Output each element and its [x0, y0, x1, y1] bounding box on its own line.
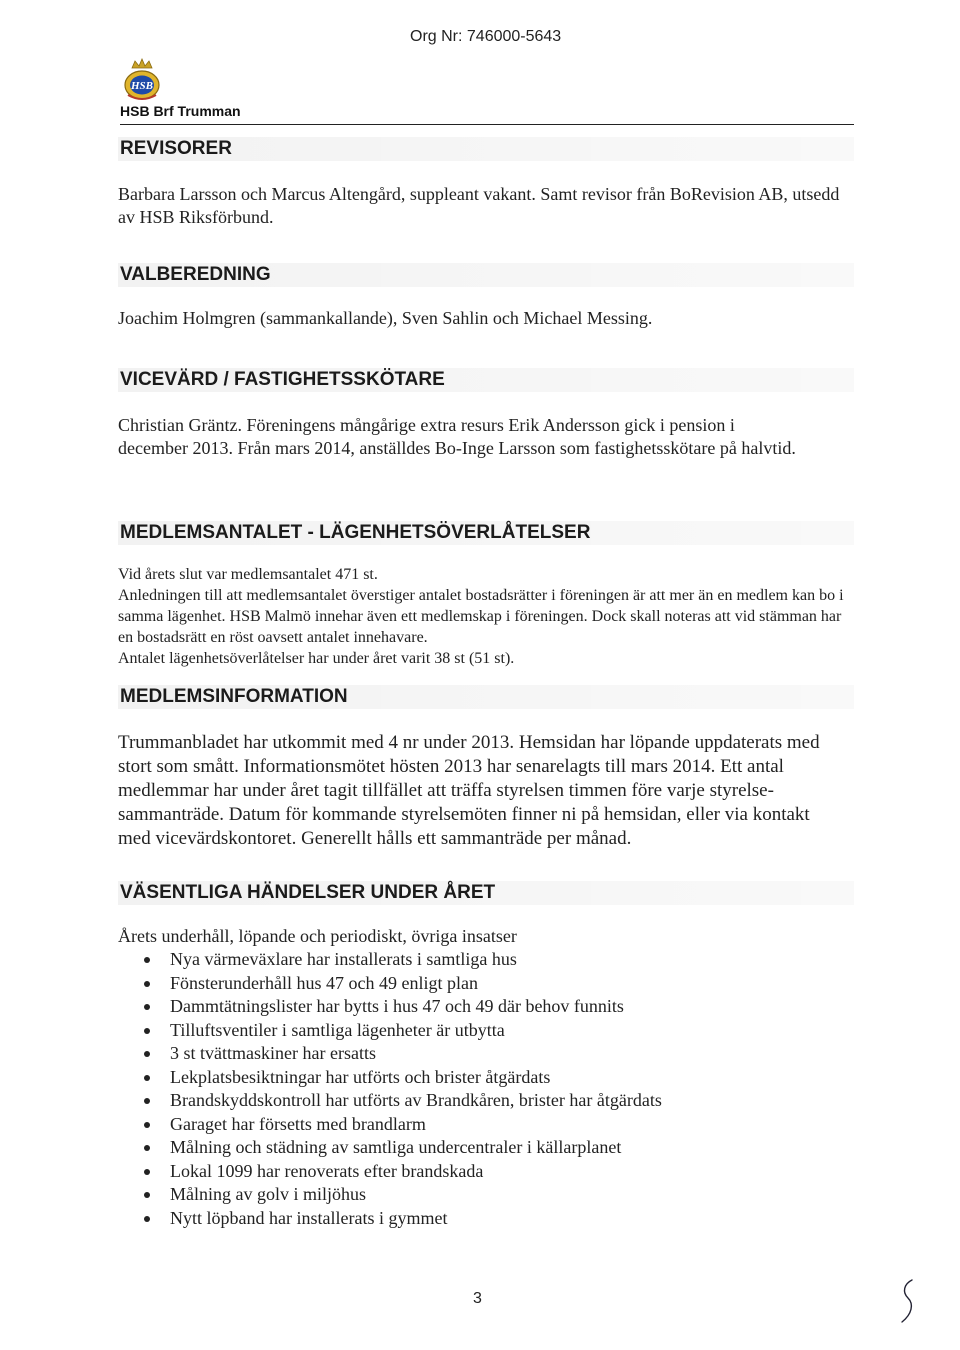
hsb-logo	[118, 58, 166, 102]
list-item	[118, 1113, 662, 1137]
svg-text:HSB: HSB	[130, 80, 154, 92]
list-item-text: Fönsterunderhåll hus 47 och 49 enligt plan	[170, 972, 478, 993]
page-number: 3	[473, 1290, 482, 1307]
list-item	[118, 1066, 662, 1090]
list-item-text: Dammtätningslister har bytts i hus 47 och 49 där behov funnits	[170, 996, 624, 1016]
bullet-icon	[144, 1051, 150, 1057]
bullet-icon	[144, 1145, 150, 1151]
vicevard-text: Christian Gräntz. Föreningens mångårige extra resurs Erik Andersson gick i pension i december 2013. Från mars 2014, anställdes Bo-Inge Larsson som fastighetsskötare på halvtid.	[118, 415, 796, 458]
list-item	[118, 995, 662, 1019]
header-divider	[120, 124, 854, 125]
heading-vicevard: VICEVÄRD / FASTIGHETSSKÖTARE	[118, 368, 854, 392]
list-item	[118, 948, 662, 972]
bullet-icon	[144, 1004, 150, 1010]
list-item	[118, 1160, 662, 1184]
revisorer-text: Barbara Larsson och Marcus Altengård, suppleant vakant. Samt revisor från BoRevision AB, utsedd av HSB Riksförbund.	[118, 184, 840, 227]
medlemsinformation-text: Trummanbladet har utkommit med 4 nr under 2013. Hemsidan har löpande uppdaterats med stort som smått. Informationsmötet hösten 2013 har senarelagts till mars 2014. Ett antal medlemmar har under året tagit tillfället att träffa styrelsen timmen före varje styrelse-sammanträde. Datum för kommande styrelsemöten finner ni på hemsidan, eller via kontakt med vicevärdskontoret. Generellt hålls ett sammanträde per månad.	[118, 732, 820, 849]
bullet-icon	[144, 981, 150, 987]
association-name: HSB Brf Trumman	[120, 103, 241, 119]
medlemsantalet-line-3: Antalet lägenhetsöverlåtelser har under året varit 38 st (51 st).	[118, 650, 515, 667]
list-item	[118, 1089, 662, 1113]
heading-vasentliga: VÄSENTLIGA HÄNDELSER UNDER ÅRET	[118, 881, 854, 905]
heading-revisorer: REVISORER	[118, 137, 854, 161]
event-list	[118, 948, 662, 1230]
bullet-icon	[144, 1028, 150, 1034]
list-item	[118, 1019, 662, 1043]
heading-medlemsinformation: MEDLEMSINFORMATION	[118, 685, 854, 709]
vasentliga-intro: Årets underhåll, löpande och periodiskt, övriga insatser	[118, 926, 517, 946]
list-item-text: 3 st tvättmaskiner har ersatts	[170, 1043, 376, 1063]
org-number: Org Nr: 746000-5643	[410, 28, 562, 45]
heading-valberedning: VALBEREDNING	[118, 263, 854, 287]
list-item-text: Tilluftsventiler i samtliga lägenheter är utbytta	[170, 1019, 505, 1040]
list-item-text: Garaget har försetts med brandlarm	[170, 1113, 426, 1134]
bullet-icon	[144, 1216, 150, 1222]
list-item-text: Nytt löpband har installerats i gymmet	[170, 1207, 448, 1228]
list-item	[118, 1136, 662, 1160]
list-item-text: Lokal 1099 har renoverats efter brandskada	[170, 1160, 484, 1181]
list-item	[118, 1207, 662, 1231]
bullet-icon	[144, 1122, 150, 1128]
crown-icon	[132, 59, 152, 68]
list-item	[118, 1042, 662, 1066]
handwritten-initial	[896, 1276, 920, 1326]
list-item-text: Brandskyddskontroll har utförts av Brandkåren, brister har åtgärdats	[170, 1090, 662, 1110]
heading-medlemsantalet: MEDLEMSANTALET - LÄGENHETSÖVERLÅTELSER	[118, 521, 854, 545]
list-item-text: Målning och städning av samtliga undercentraler i källarplanet	[170, 1137, 622, 1157]
valberedning-text: Joachim Holmgren (sammankallande), Sven Sahlin och Michael Messing.	[118, 308, 653, 328]
bullet-icon	[144, 1192, 150, 1198]
list-item-text: Nya värmeväxlare har installerats i samtliga hus	[170, 949, 517, 969]
list-item-text: Lekplatsbesiktningar har utförts och brister åtgärdats	[170, 1066, 551, 1087]
medlemsantalet-line-2: Anledningen till att medlemsantalet överstiger antalet bostadsrätter i föreningen är att mer än en medlem kan bo i samma lägenhet. HSB Malmö innehar även ett medlemskap i föreningen. Dock skall noteras att vid stämman har en bostadsrätt en röst oavsett antalet innehavare.	[118, 587, 844, 646]
list-item	[118, 972, 662, 996]
medlemsantalet-line-1: Vid årets slut var medlemsantalet 471 st.	[118, 566, 378, 583]
list-item-text: Målning av golv i miljöhus	[170, 1184, 366, 1204]
bullet-icon	[144, 1075, 150, 1081]
bullet-icon	[144, 1098, 150, 1104]
bullet-icon	[144, 1169, 150, 1175]
bullet-icon	[144, 957, 150, 963]
list-item	[118, 1183, 662, 1207]
